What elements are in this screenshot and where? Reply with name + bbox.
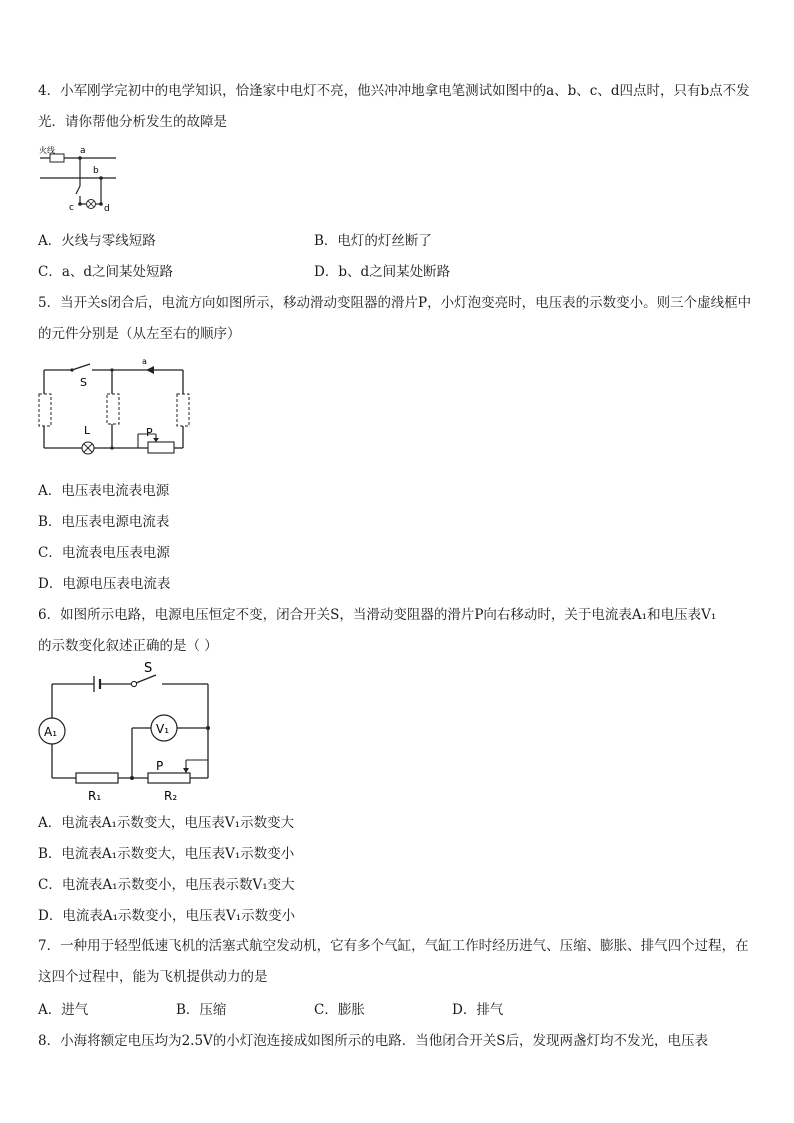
q5-lamp-label: L (84, 424, 91, 437)
q7-option-d[interactable]: D．排气 (452, 1002, 504, 1018)
q6-option-d[interactable]: D．电流表A₁示数变小，电压表V₁示数变小 (38, 908, 296, 924)
q5-option-c[interactable]: C．电流表电压表电源 (38, 545, 170, 561)
q6-option-b[interactable]: B．电流表A₁示数变大，电压表V₁示数变小 (38, 846, 295, 862)
q7-option-b[interactable]: B．压缩 (176, 1002, 227, 1018)
q5-circuit-figure (38, 356, 198, 456)
q6-circuit-figure (36, 662, 216, 808)
q4-option-b[interactable]: B．电灯的灯丝断了 (314, 233, 432, 249)
q4-circuit-figure (36, 142, 126, 214)
question-5-stem: 5．当开关s闭合后，电流方向如图所示，移动滑动变阻器的滑片P，小灯泡变亮时，电压表的示数变小。则三个虚线框中的元件分别是（从左至右的顺序） (38, 295, 752, 342)
question-4-stem: 4．小军刚学完初中的电学知识，恰逢家中电灯不亮，他兴冲冲地拿电笔测试如图中的a、b、c、d四点时，只有b点不发光．请你帮他分析发生的故障是 (38, 83, 750, 130)
q6-option-a[interactable]: A．电流表A₁示数变大，电压表V₁示数变大 (38, 815, 295, 831)
q4-option-c[interactable]: C．a、d之间某处短路 (38, 264, 174, 280)
q6-r2-label: R₂ (164, 789, 178, 803)
question-7-stem: 7．一种用于轻型低速飞机的活塞式航空发动机，它有多个气缸，气缸工作时经历进气、压缩、膨胀、排气四个过程，在这四个过程中，能为飞机提供动力的是 (38, 938, 749, 985)
q5-option-b[interactable]: B．电压表电源电流表 (38, 514, 170, 530)
q7-option-c[interactable]: C．膨胀 (314, 1002, 365, 1018)
q4-point-b: b (93, 166, 99, 176)
q7-option-a[interactable]: A．进气 (38, 1002, 89, 1018)
question-6-stem-line2: 的示数变化叙述正确的是（ ） (38, 638, 218, 654)
q6-switch-label: S (144, 662, 153, 676)
q4-live-label: 火线 (39, 146, 55, 155)
q6-voltmeter-label: V₁ (156, 722, 170, 736)
q6-ammeter-label: A₁ (44, 725, 58, 739)
q4-option-a[interactable]: A．火线与零线短路 (38, 233, 156, 249)
q6-r1-label: R₁ (88, 789, 102, 803)
q5-current-arrow-label: a (142, 357, 147, 366)
q4-option-d[interactable]: D．b、d之间某处断路 (314, 264, 451, 280)
question-8-stem: 8．小海将额定电压均为2.5V的小灯泡连接成如图所示的电路．当他闭合开关S后，发现两盏灯均不发光，电压表 (38, 1033, 709, 1049)
q5-option-a[interactable]: A．电压表电流表电源 (38, 483, 170, 499)
q5-option-d[interactable]: D．电源电压表电流表 (38, 576, 171, 592)
q4-point-c: c (69, 203, 74, 213)
question-6-stem-line1: 6．如图所示电路，电源电压恒定不变，闭合开关S，当滑动变阻器的滑片P向右移动时，关于电流表A₁和电压表V₁ (38, 607, 717, 623)
q6-option-c[interactable]: C．电流表A₁示数变小，电压表示数V₁变大 (38, 877, 295, 893)
q6-slider-label: P (156, 759, 164, 773)
q5-slider-label: P (146, 426, 153, 439)
q4-point-a: a (80, 146, 86, 156)
q5-switch-label: S (80, 376, 87, 389)
q4-point-d: d (104, 204, 110, 214)
